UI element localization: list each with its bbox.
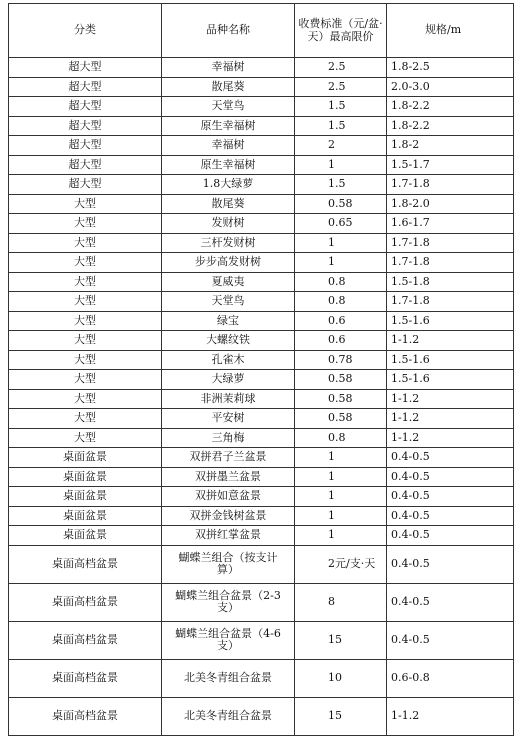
- category-cell: 大型: [9, 253, 162, 273]
- variety-name-cell: 原生幸福树: [162, 155, 295, 175]
- variety-name-cell: 双拼金钱树盆景: [162, 506, 295, 526]
- table-row: [9, 175, 514, 195]
- spec-cell: 1.5-1.6: [387, 350, 514, 370]
- fee-cell: 0.58: [295, 194, 387, 214]
- fee-cell: 0.8: [295, 428, 387, 448]
- spec-cell: 1-1.2: [387, 409, 514, 429]
- table-row: [9, 506, 514, 526]
- variety-name-cell: 双拼红掌盆景: [162, 526, 295, 546]
- spec-cell: 0.4-0.5: [387, 487, 514, 507]
- table-row: [9, 448, 514, 468]
- spec-cell: 1.7-1.8: [387, 233, 514, 253]
- fee-cell: 1: [295, 233, 387, 253]
- category-cell: 超大型: [9, 175, 162, 195]
- fee-cell: 0.78: [295, 350, 387, 370]
- fee-cell: 1.5: [295, 116, 387, 136]
- fee-cell: 1: [295, 253, 387, 273]
- table-row: [9, 583, 514, 621]
- spec-cell: 0.4-0.5: [387, 526, 514, 546]
- fee-cell: 1: [295, 467, 387, 487]
- plant-rental-price-table: [8, 3, 514, 736]
- variety-name-cell: 散尾葵: [162, 194, 295, 214]
- category-cell: 大型: [9, 214, 162, 234]
- table-row: [9, 97, 514, 117]
- variety-name-cell: 蝴蝶兰组合（按支计算）: [162, 545, 295, 583]
- variety-name-cell: 大绿萝: [162, 370, 295, 390]
- fee-cell: 0.58: [295, 409, 387, 429]
- category-cell: 大型: [9, 409, 162, 429]
- category-cell: 大型: [9, 389, 162, 409]
- variety-name-cell: 天堂鸟: [162, 292, 295, 312]
- fee-cell: 1: [295, 526, 387, 546]
- spec-cell: 1.6-1.7: [387, 214, 514, 234]
- category-cell: 桌面高档盆景: [9, 697, 162, 735]
- variety-name-cell: 绿宝: [162, 311, 295, 331]
- category-cell: 超大型: [9, 116, 162, 136]
- variety-name-cell: 北美冬青组合盆景: [162, 659, 295, 697]
- fee-cell: 0.65: [295, 214, 387, 234]
- table-row: [9, 116, 514, 136]
- table-row: [9, 370, 514, 390]
- variety-name-cell: 大螺纹铁: [162, 331, 295, 351]
- category-cell: 大型: [9, 272, 162, 292]
- variety-name-cell: 夏威夷: [162, 272, 295, 292]
- variety-name-cell: 散尾葵: [162, 77, 295, 97]
- table-row: [9, 389, 514, 409]
- spec-cell: 0.4-0.5: [387, 583, 514, 621]
- spec-cell: 1.5-1.8: [387, 272, 514, 292]
- variety-name-cell: 幸福树: [162, 58, 295, 78]
- fee-cell: 0.8: [295, 292, 387, 312]
- category-cell: 大型: [9, 331, 162, 351]
- category-cell: 超大型: [9, 77, 162, 97]
- category-cell: 桌面盆景: [9, 526, 162, 546]
- variety-name-cell: 发财树: [162, 214, 295, 234]
- header-category: 分类: [9, 4, 162, 58]
- variety-name-cell: 步步高发财树: [162, 253, 295, 273]
- spec-cell: 1.8-2: [387, 136, 514, 156]
- table-row: [9, 214, 514, 234]
- variety-name-cell: 蝴蝶兰组合盆景（2-3支）: [162, 583, 295, 621]
- category-cell: 桌面盆景: [9, 448, 162, 468]
- fee-cell: 10: [295, 659, 387, 697]
- spec-cell: 0.6-0.8: [387, 659, 514, 697]
- variety-name-cell: 双拼墨兰盆景: [162, 467, 295, 487]
- spec-cell: 1.5-1.6: [387, 370, 514, 390]
- spec-cell: 1.7-1.8: [387, 292, 514, 312]
- variety-name-cell: 天堂鸟: [162, 97, 295, 117]
- category-cell: 大型: [9, 233, 162, 253]
- table-row: [9, 467, 514, 487]
- variety-name-cell: 双拼君子兰盆景: [162, 448, 295, 468]
- category-cell: 桌面盆景: [9, 506, 162, 526]
- table-row: [9, 487, 514, 507]
- variety-name-cell: 1.8大绿萝: [162, 175, 295, 195]
- fee-cell: 2.5: [295, 58, 387, 78]
- spec-cell: 0.4-0.5: [387, 448, 514, 468]
- spec-cell: 1.7-1.8: [387, 253, 514, 273]
- spec-cell: 0.4-0.5: [387, 467, 514, 487]
- spec-cell: 1.7-1.8: [387, 175, 514, 195]
- fee-cell: 1: [295, 448, 387, 468]
- fee-cell: 0.6: [295, 311, 387, 331]
- category-cell: 桌面高档盆景: [9, 659, 162, 697]
- variety-name-cell: 北美冬青组合盆景: [162, 697, 295, 735]
- table-row: [9, 409, 514, 429]
- table-row: [9, 155, 514, 175]
- table-row: [9, 526, 514, 546]
- table-row: [9, 331, 514, 351]
- table-row: [9, 233, 514, 253]
- header-specification: 规格/m: [387, 4, 514, 58]
- header-row: [9, 4, 514, 58]
- category-cell: 超大型: [9, 155, 162, 175]
- table-row: [9, 77, 514, 97]
- table-body: [9, 58, 514, 736]
- fee-cell: 2.5: [295, 77, 387, 97]
- category-cell: 大型: [9, 194, 162, 214]
- table-row: [9, 58, 514, 78]
- variety-name-cell: 双拼如意盆景: [162, 487, 295, 507]
- table-row: [9, 136, 514, 156]
- spec-cell: 0.4-0.5: [387, 506, 514, 526]
- spec-cell: 1.8-2.5: [387, 58, 514, 78]
- variety-name-cell: 三杆发财树: [162, 233, 295, 253]
- spec-cell: 1-1.2: [387, 428, 514, 448]
- spec-cell: 1-1.2: [387, 389, 514, 409]
- fee-cell: 2: [295, 136, 387, 156]
- table-row: [9, 621, 514, 659]
- variety-name-cell: 平安树: [162, 409, 295, 429]
- spec-cell: 1.5-1.6: [387, 311, 514, 331]
- fee-cell: 0.8: [295, 272, 387, 292]
- category-cell: 桌面高档盆景: [9, 583, 162, 621]
- category-cell: 超大型: [9, 136, 162, 156]
- fee-cell: 2元/支·天: [295, 545, 387, 583]
- table-row: [9, 292, 514, 312]
- category-cell: 桌面盆景: [9, 467, 162, 487]
- category-cell: 桌面高档盆景: [9, 545, 162, 583]
- spec-cell: 1.5-1.7: [387, 155, 514, 175]
- table-row: [9, 428, 514, 448]
- fee-cell: 1.5: [295, 175, 387, 195]
- variety-name-cell: 蝴蝶兰组合盆景（4-6支）: [162, 621, 295, 659]
- category-cell: 桌面盆景: [9, 487, 162, 507]
- variety-name-cell: 非洲茉莉球: [162, 389, 295, 409]
- fee-cell: 8: [295, 583, 387, 621]
- table-row: [9, 697, 514, 735]
- variety-name-cell: 原生幸福树: [162, 116, 295, 136]
- spec-cell: 1-1.2: [387, 331, 514, 351]
- fee-cell: 1: [295, 487, 387, 507]
- table-row: [9, 253, 514, 273]
- spec-cell: 1.8-2.2: [387, 116, 514, 136]
- category-cell: 大型: [9, 370, 162, 390]
- fee-cell: 1.5: [295, 97, 387, 117]
- spec-cell: 2.0-3.0: [387, 77, 514, 97]
- header-variety-name: 品种名称: [162, 4, 295, 58]
- category-cell: 超大型: [9, 58, 162, 78]
- fee-cell: 15: [295, 621, 387, 659]
- variety-name-cell: 三角梅: [162, 428, 295, 448]
- table-row: [9, 545, 514, 583]
- category-cell: 超大型: [9, 97, 162, 117]
- category-cell: 大型: [9, 292, 162, 312]
- category-cell: 大型: [9, 350, 162, 370]
- table-row: [9, 350, 514, 370]
- spec-cell: 1.8-2.0: [387, 194, 514, 214]
- category-cell: 桌面高档盆景: [9, 621, 162, 659]
- fee-cell: 1: [295, 506, 387, 526]
- fee-cell: 0.6: [295, 331, 387, 351]
- spec-cell: 0.4-0.5: [387, 545, 514, 583]
- price-table-container: [8, 3, 514, 736]
- spec-cell: 1.8-2.2: [387, 97, 514, 117]
- variety-name-cell: 幸福树: [162, 136, 295, 156]
- table-row: [9, 659, 514, 697]
- fee-cell: 0.58: [295, 370, 387, 390]
- category-cell: 大型: [9, 311, 162, 331]
- spec-cell: 1-1.2: [387, 697, 514, 735]
- header-fee-standard: 收费标准（元/盆·天）最高限价: [295, 4, 387, 58]
- table-row: [9, 194, 514, 214]
- fee-cell: 0.58: [295, 389, 387, 409]
- fee-cell: 1: [295, 155, 387, 175]
- table-row: [9, 272, 514, 292]
- category-cell: 大型: [9, 428, 162, 448]
- fee-cell: 15: [295, 697, 387, 735]
- table-row: [9, 311, 514, 331]
- variety-name-cell: 孔雀木: [162, 350, 295, 370]
- spec-cell: 0.4-0.5: [387, 621, 514, 659]
